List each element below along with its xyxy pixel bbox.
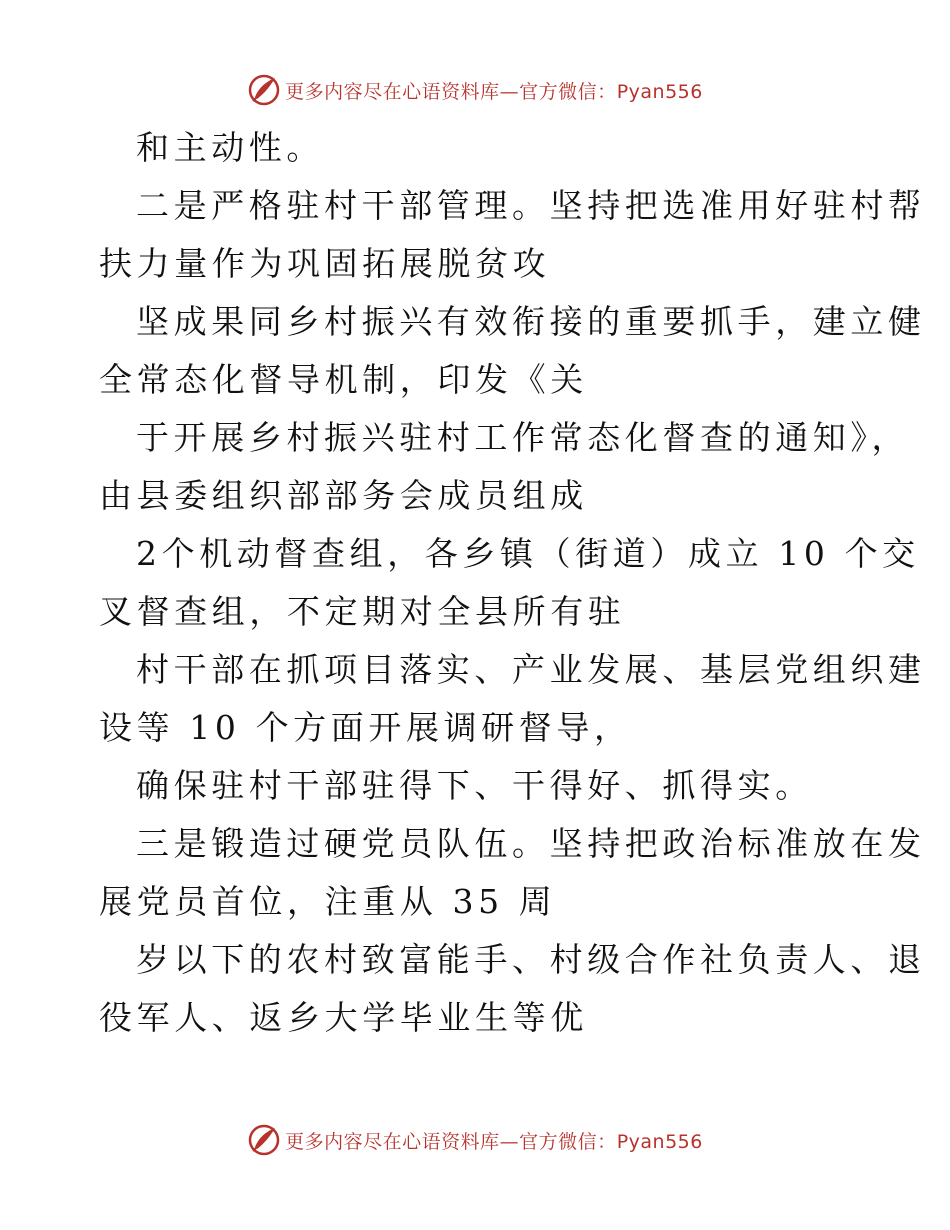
text-line: 二是严格驻村干部管理。坚持把选准用好驻村帮	[136, 186, 926, 225]
text-line: 确保驻村干部驻得下、干得好、抓得实。	[136, 766, 813, 805]
text-line: 三是锻造过硬党员队伍。坚持把政治标准放在发	[136, 824, 926, 863]
text-line: 坚成果同乡村振兴有效衔接的重要抓手，建立健	[136, 302, 926, 341]
watermark-text: 更多内容尽在心语资料库—官方微信：Pyan556	[285, 80, 703, 103]
quill-pen-logo-icon	[247, 1123, 281, 1157]
text-line: 役军人、返乡大学毕业生等优	[99, 998, 588, 1037]
text-line: 于开展乡村振兴驻村工作常态化督查的通知》，	[136, 418, 910, 457]
text-line: 叉督查组，不定期对全县所有驻	[99, 592, 626, 631]
header-watermark	[0, 70, 950, 110]
text-line: 展党员首位，注重从 35 周	[99, 882, 557, 921]
text-line: 岁以下的农村致富能手、村级合作社负责人、退	[136, 940, 926, 979]
text-line: 和主动性。	[136, 128, 324, 167]
text-line: 由县委组织部部务会成员组成	[99, 476, 588, 515]
text-line: 扶力量作为巩固拓展脱贫攻	[99, 244, 551, 283]
text-line: 2个机动督查组，各乡镇（街道）成立 10 个交	[136, 534, 920, 573]
text-line: 设等 10 个方面开展调研督导，	[99, 708, 632, 747]
text-line: 全常态化督导机制，印发《关	[99, 360, 588, 399]
footer-watermark	[0, 1120, 950, 1160]
watermark-text: 更多内容尽在心语资料库—官方微信：Pyan556	[285, 1130, 703, 1153]
text-line: 村干部在抓项目落实、产业发展、基层党组织建	[136, 650, 926, 689]
quill-pen-logo-icon	[247, 73, 281, 107]
